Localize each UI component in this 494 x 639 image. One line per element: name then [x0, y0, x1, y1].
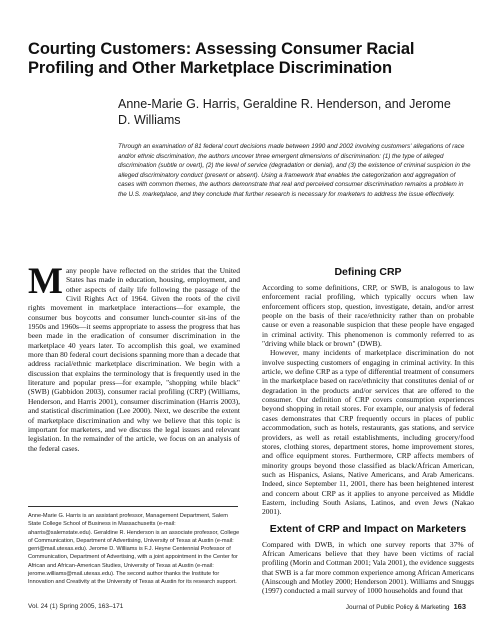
journal-footer — [346, 602, 466, 611]
defining-paragraph-2: However, many incidents of marketplace discrimination do not involve suspecting customers of engaging in criminal activity. In this article, we define CRP as a type of differential treatment of consumers in the marketplace based on race/ethnicity that constitutes denial of or degradation in the products and/or services that are offered to the consumer. Our definition of CRP covers consumption experiences beyond shopping in retail stores. For example, our analysis of federal cases demonstrates that CRP frequently occurs in places of public accommodation, such as hotels, restaurants, gas stations, and service providers, as well as retail establishments, including grocery/food stores, clothing stores, department stores, home improvement stores, and office equipment stores. Furthermore, CRP affects members of minority groups beyond those classified as black/African American, such as Hispanics, Asians, Native Americans, and Arab Americans. Indeed, since September 11, 2001, there has been heightened interest and concern about CRP as it applies to anyone perceived as Middle Eastern, including South Asians, Latinos, and even Jews (Nakao 2001). — [262, 348, 474, 517]
left-column — [28, 261, 240, 453]
article-authors: Anne-Marie G. Harris, Geraldine R. Henderson, and Jerome D. Williams — [118, 97, 451, 127]
journal-name: Journal of Public Policy & Marketing — [345, 604, 450, 611]
section-heading-extent: Extent of CRP and Impact on Marketers — [269, 522, 467, 535]
intro-paragraph: any people have reflected on the strides that the United States has made in education, housing, employment, and other aspects of daily life following the passage of the Civil Rights Act of 1964. Given the roots of the civil rights movement in marketplace interactions—for example, the consumer bus boycotts and consumer lunch-counter sit-ins of the 1950s and 1960s—it seems appropriate to assess the progress that has been made in the eradication of consumer discrimination in the marketplace 40 years later. To accomplish this goal, we examined more than 80 federal court decisions spanning more than a decade that address racial/ethnic marketplace discrimination. We begin with a discussion that explains the terminology that is frequently used in the literature and popular press—for example, "shopping while black" (SWB) (Gabbidon 2003), consumer racial profiling (CRP) (Williams, Henderson, and Harris 2001), consumer discrimination (Harris 2003), and statistical discrimination (Lee 2000). Next, we describe the extent of marketplace discrimination and why we believe that this topic is important for marketers, and we discuss the legal issues and relevant legislation. In the remainder of the article, we focus on an analysis of the federal cases. — [28, 266, 240, 453]
author-footnote-text: Anne-Marie G. Harris is an assistant professor, Management Department, Salem State College School of Business in Massachusetts (e-mail: aharris@salemstate.edu). Geraldine R. Henderson is an associate professor, College of Communication, Department of Advertising, University of Texas at Austin (e-mail: gerri@mail.utexas.edu). Jerome D. Williams is F.J. Heyne Centennial Professor of Communication, Department of Advertising, with a joint appointment in the Center for African and African-American Studies, University of Texas at Austin (e-mail: jerome.williams@mail.utexas.edu). The second author thanks the Institute for Innovation and Creativity at the University of Texas at Austin for its research support. — [28, 513, 240, 586]
drop-cap: M — [28, 261, 63, 302]
article-title: Courting Customers: Assessing Consumer Racial Profiling and Other Marketplace Discrimination — [28, 40, 415, 77]
author-footnote — [28, 512, 240, 587]
footnote-divider — [28, 506, 238, 507]
right-column — [262, 266, 474, 596]
extent-paragraph-1: Compared with DWB, in which one survey reports that 37% of African Americans believe that they have been victims of racial profiling (Morin and Cottman 2001; Vala 2001), the evidence suggests that SWB is a far more common experience among African Americans (Ainscough and Motley 2000; Henderson 2001). Williams and Snuggs (1997) conducted a mail survey of 1000 households and found that — [262, 539, 475, 596]
article-abstract: Through an examination of 81 federal court decisions made between 1990 and 2002 involving customers' allegations of race and/or ethnic discrimination, the authors uncover three emergent dimensions of discrimination: (1) the type of alleged discrimination (subtle or overt), (2) the level of service (degradation or denial), and (3) the existence of criminal suspicion in the alleged discriminatory conduct (present or absent). Using a framework that enables the categorization and aggregation of cases with common themes, the authors demonstrate that real and perceived consumer discrimination remains a problem in the U.S. marketplace, and they conclude that further research is necessary for marketers to address the issue effectively. — [118, 143, 471, 198]
defining-paragraph-1: According to some definitions, CRP, or SWB, is analogous to law enforcement racial profiling, which typically occurs when law enforcement officers stop, question, investigate, detain, and/or arrest people on the basis of their race/ethnicity rather than on probable cause or even a reasonable suspicion that these people have engaged in criminal activity. This phenomenon is commonly referred to as "driving while black or brown" (DWB). — [262, 283, 474, 349]
volume-info: Vol. 24 (1) Spring 2005, 163–171 — [28, 603, 124, 610]
page-number: 163 — [453, 602, 466, 611]
section-heading-defining-crp: Defining CRP — [334, 266, 402, 278]
